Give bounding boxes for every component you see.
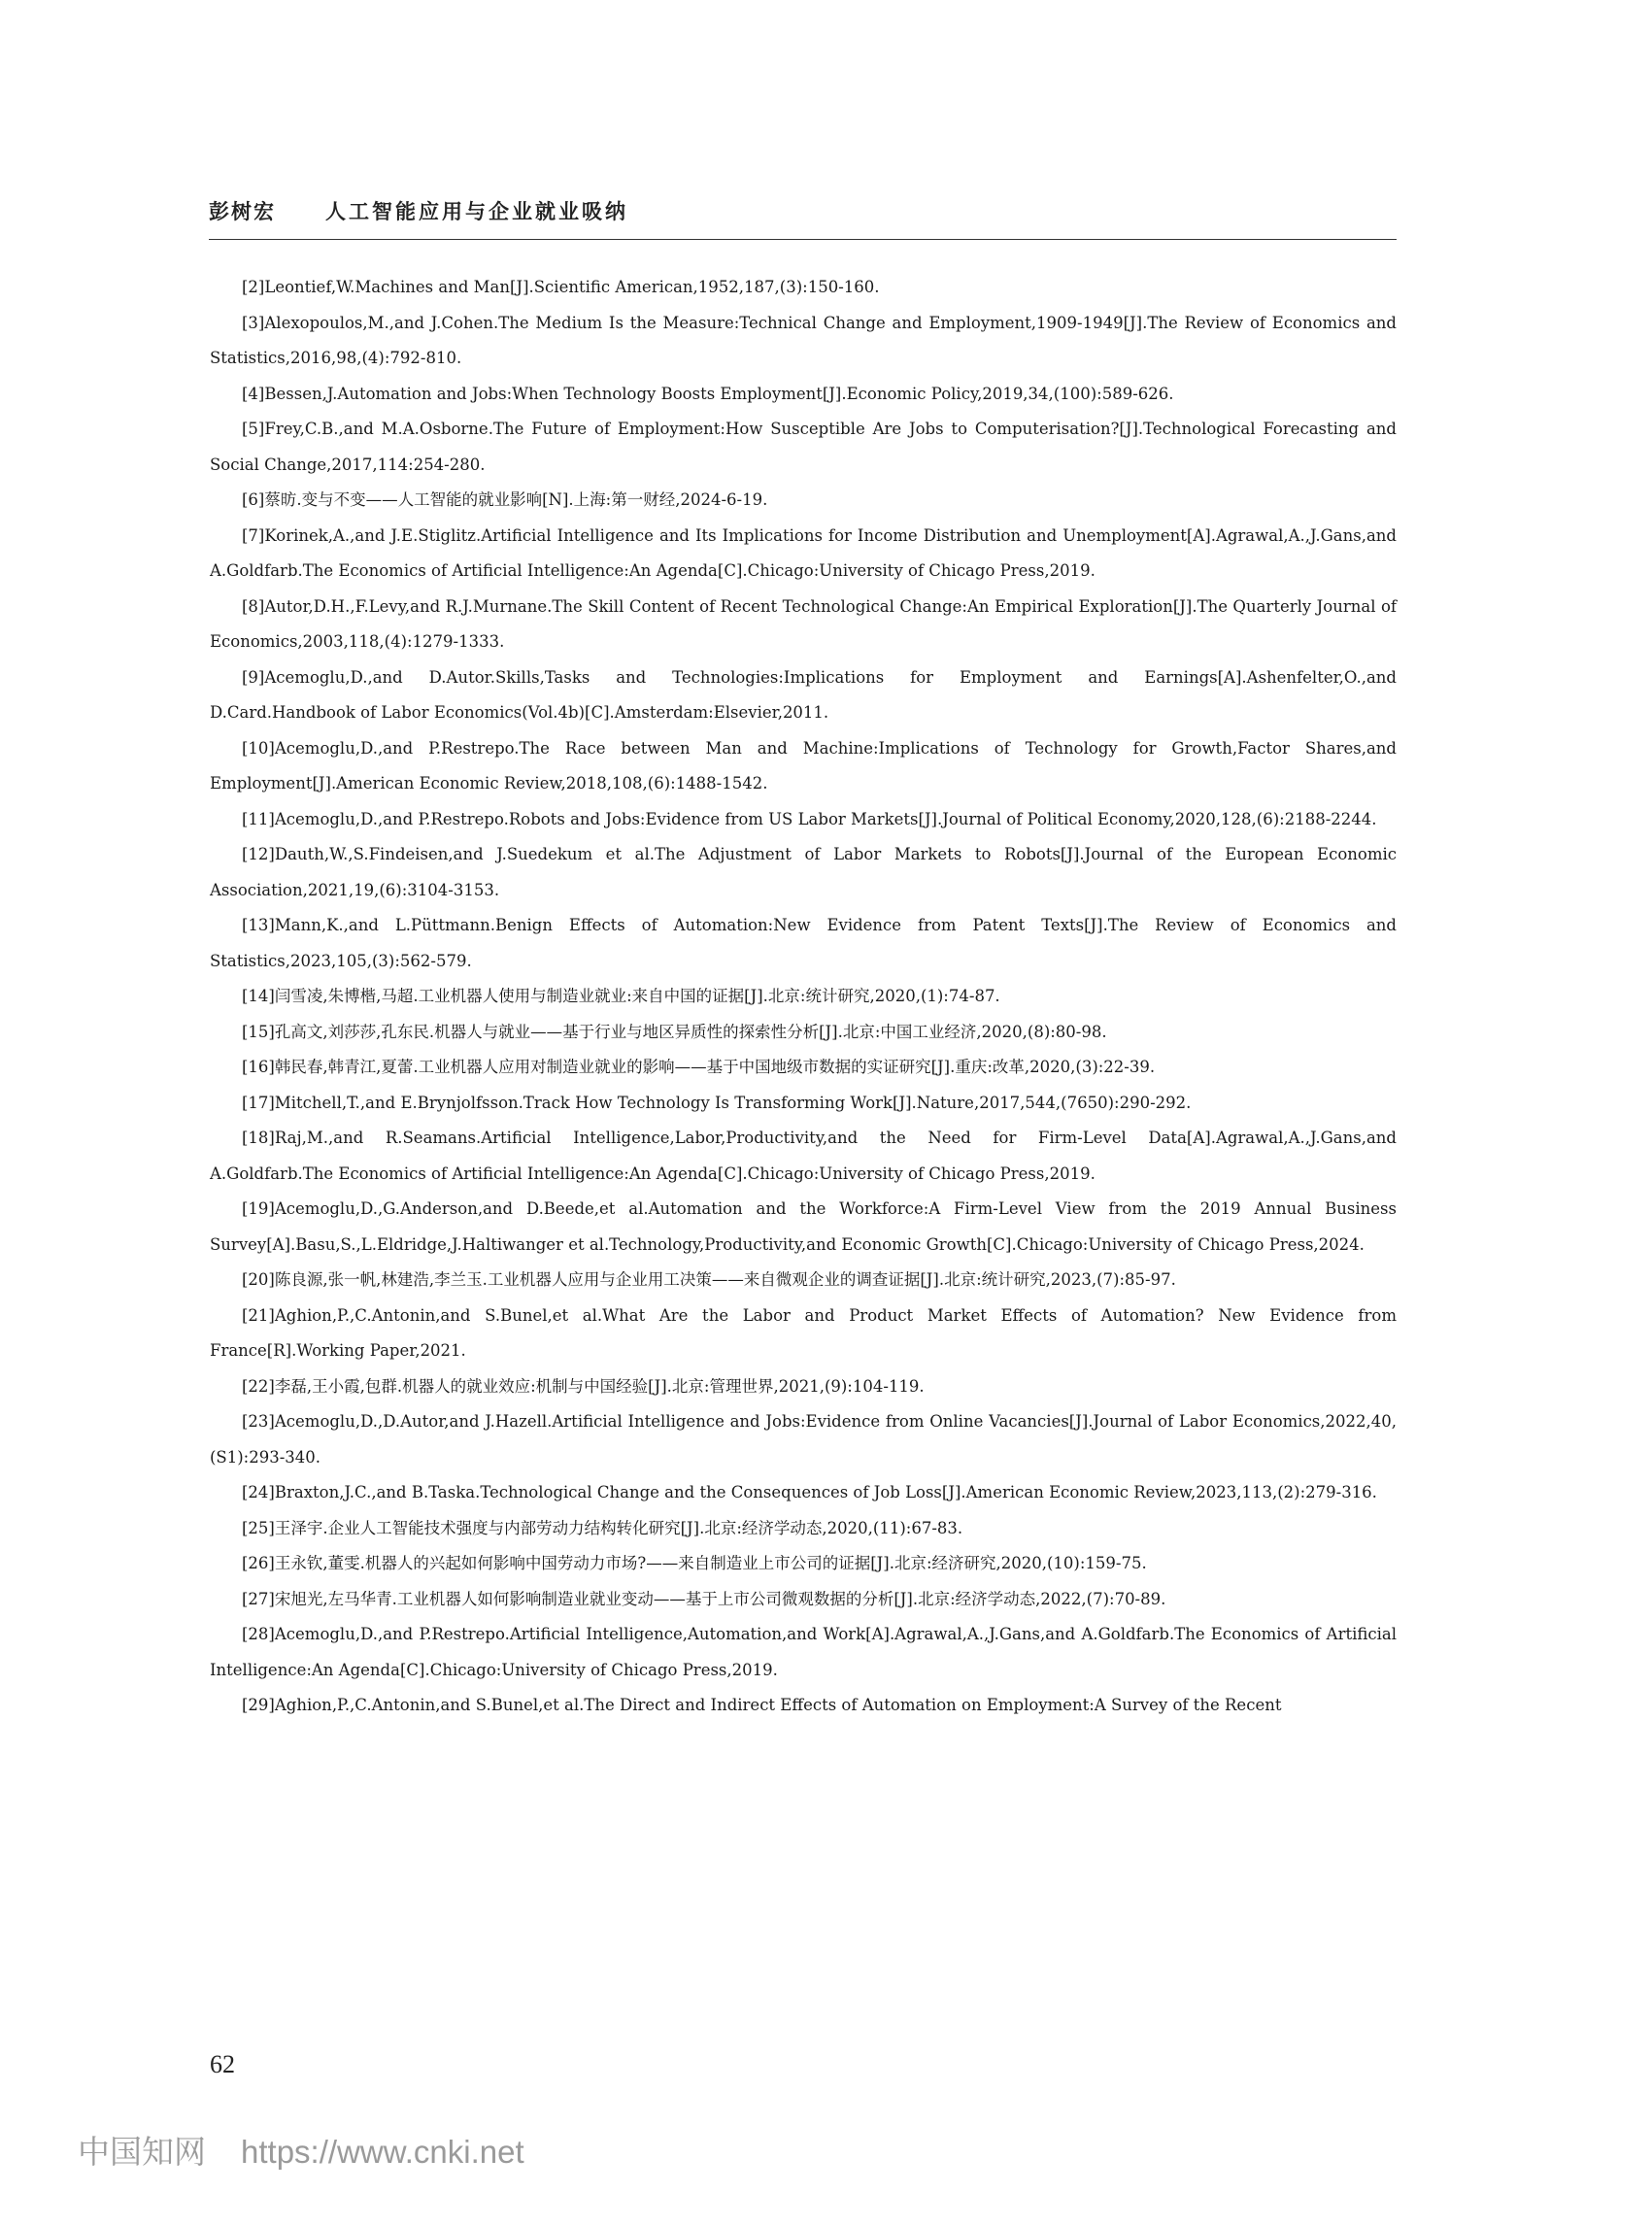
reference-item: [5]Frey,C.B.,and M.A.Osborne.The Future of Employment:How Susceptible Are Jobs to Computerisation?[J].Technological Forecasting and Social Change,2017,114:254-280. <box>210 420 1397 474</box>
reference-item: [10]Acemoglu,D.,and P.Restrepo.The Race between Man and Machine:Implications of Technology for Growth,Factor Shares,and Employment[J].American Economic Review,2018,108,(6):1488-1542. <box>210 738 1397 793</box>
reference-item: [4]Bessen,J.Automation and Jobs:When Technology Boosts Employment[J].Economic Policy,2019,34,(100):589-626. <box>242 384 1174 403</box>
watermark-brand: 中国知网 <box>78 2133 206 2171</box>
reference-item: [14]闫雪凌,朱博楷,马超.工业机器人使用与制造业就业:来自中国的证据[J].北京:统计研究,2020,(1):74-87. <box>242 987 1000 1005</box>
reference-item: [25]王泽宇.企业人工智能技术强度与内部劳动力结构转化研究[J].北京:经济学动态,2020,(11):67-83. <box>242 1518 963 1537</box>
reference-item: [17]Mitchell,T.,and E.Brynjolfsson.Track How Technology Is Transforming Work[J].Nature,2017,544,(7650):290-292. <box>242 1093 1192 1112</box>
reference-item: [29]Aghion,P.,C.Antonin,and S.Bunel,et al.The Direct and Indirect Effects of Automation on Employment:A Survey of the Recent <box>242 1696 1282 1714</box>
reference-item: [26]王永钦,董雯.机器人的兴起如何影响中国劳动力市场?——来自制造业上市公司的证据[J].北京:经济研究,2020,(10):159-75. <box>242 1554 1147 1572</box>
reference-item: [18]Raj,M.,and R.Seamans.Artificial Intelligence,Labor,Productivity,and the Need for Firm-Level Data[A].Agrawal,A.,J.Gans,and A.Goldfarb.The Economics of Artificial Intelligence:An Agenda[C].Chicago:University of Chicago Press,2019. <box>210 1129 1397 1183</box>
cnki-watermark <box>78 2127 524 2173</box>
reference-item: [9]Acemoglu,D.,and D.Autor.Skills,Tasks and Technologies:Implications for Employment and Earnings[A].Ashenfelter,O.,and D.Card.Handbook of Labor Economics(Vol.4b)[C].Amsterdam:Elsevier,2011. <box>210 667 1397 722</box>
reference-item: [28]Acemoglu,D.,and P.Restrepo.Artificial Intelligence,Automation,and Work[A].Agrawal,A.,J.Gans,and A.Goldfarb.The Economics of Artificial Intelligence:An Agenda[C].Chicago:University of Chicago Press,2019. <box>210 1625 1397 1679</box>
watermark-url: https://www.cnki.net <box>241 2134 524 2170</box>
reference-item: [3]Alexopoulos,M.,and J.Cohen.The Medium Is the Measure:Technical Change and Employment,1909-1949[J].The Review of Economics and Statistics,2016,98,(4):792-810. <box>210 313 1397 367</box>
reference-item: [12]Dauth,W.,S.Findeisen,and J.Suedekum et al.The Adjustment of Labor Markets to Robots[J].Journal of the European Economic Association,2021,19,(6):3104-3153. <box>210 845 1397 899</box>
header-title: 人工智能应用与企业就业吸纳 <box>325 200 628 223</box>
reference-item: [6]蔡昉.变与不变——人工智能的就业影响[N].上海:第一财经,2024-6-19. <box>242 490 768 509</box>
reference-item: [21]Aghion,P.,C.Antonin,and S.Bunel,et al.What Are the Labor and Product Market Effects of Automation? New Evidence from France[R].Working Paper,2021. <box>210 1305 1397 1360</box>
reference-item: [27]宋旭光,左马华青.工业机器人如何影响制造业就业变动——基于上市公司微观数据的分析[J].北京:经济学动态,2022,(7):70-89. <box>242 1589 1166 1608</box>
reference-item: [22]李磊,王小霞,包群.机器人的就业效应:机制与中国经验[J].北京:管理世界,2021,(9):104-119. <box>242 1376 925 1396</box>
reference-item: [11]Acemoglu,D.,and P.Restrepo.Robots and Jobs:Evidence from US Labor Markets[J].Journal of Political Economy,2020,128,(6):2188-2244. <box>242 809 1377 828</box>
reference-item: [23]Acemoglu,D.,D.Autor,and J.Hazell.Artificial Intelligence and Jobs:Evidence from Online Vacancies[J].Journal of Labor Economics,2022,40,(S1):293-340. <box>210 1412 1397 1467</box>
reference-item: [19]Acemoglu,D.,G.Anderson,and D.Beede,et al.Automation and the Workforce:A Firm-Level View from the 2019 Annual Business Survey[A].Basu,S.,L.Eldridge,J.Haltiwanger et al.Technology,Productivity,and Economic Growth[C].Chicago:University of Chicago Press,2024. <box>210 1199 1397 1254</box>
reference-item: [13]Mann,K.,and L.Püttmann.Benign Effects of Automation:New Evidence from Patent Texts[J].The Review of Economics and Statistics,2023,105,(3):562-579. <box>210 916 1397 970</box>
reference-item: [15]孔高文,刘莎莎,孔东民.机器人与就业——基于行业与地区异质性的探索性分析[J].北京:中国工业经济,2020,(8):80-98. <box>242 1022 1107 1041</box>
reference-item: [16]韩民春,韩青江,夏蕾.工业机器人应用对制造业就业的影响——基于中国地级市数据的实证研究[J].重庆:改革,2020,(3):22-39. <box>242 1058 1156 1076</box>
reference-item: [24]Braxton,J.C.,and B.Taska.Technological Change and the Consequences of Job Loss[J].American Economic Review,2023,113,(2):279-316. <box>242 1483 1377 1501</box>
reference-item: [8]Autor,D.H.,F.Levy,and R.J.Murnane.The Skill Content of Recent Technological Change:An Empirical Exploration[J].The Quarterly Journal of Economics,2003,118,(4):1279-1333. <box>210 596 1397 651</box>
running-header <box>209 192 1397 240</box>
reference-item: [7]Korinek,A.,and J.E.Stiglitz.Artificial Intelligence and Its Implications for Income Distribution and Unemployment[A].Agrawal,A.,J.Gans,and A.Goldfarb.The Economics of Artificial Intelligence:An Agenda[C].Chicago:University of Chicago Press,2019. <box>210 525 1397 580</box>
header-author: 彭树宏 <box>209 200 276 223</box>
page-number: 62 <box>210 2050 235 2078</box>
reference-item: [2]Leontief,W.Machines and Man[J].Scientific American,1952,187,(3):150-160. <box>242 278 880 296</box>
reference-list <box>210 270 1397 1724</box>
reference-item: [20]陈良源,张一帆,林建浩,李兰玉.工业机器人应用与企业用工决策——来自微观企业的调查证据[J].北京:统计研究,2023,(7):85-97. <box>242 1270 1176 1289</box>
